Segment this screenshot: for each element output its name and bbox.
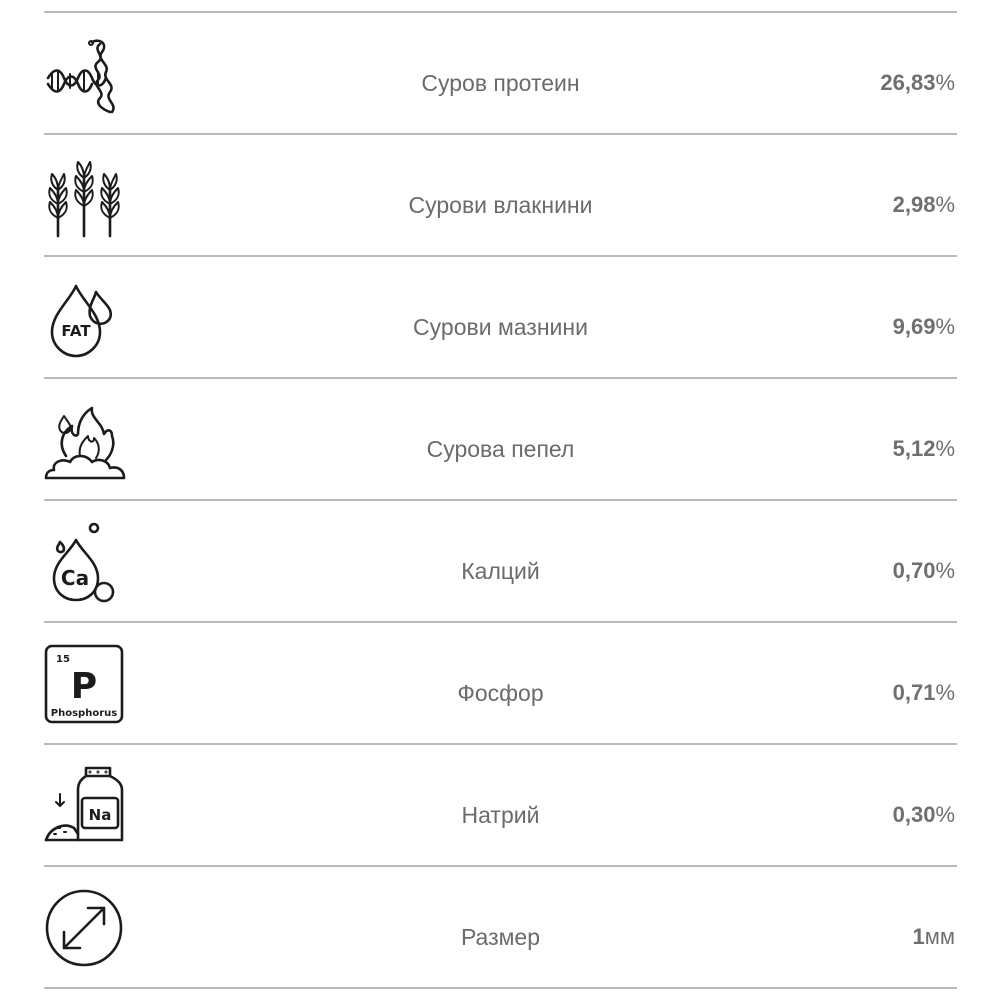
nutrient-label: Сурова пепел xyxy=(426,436,575,462)
phosphorus-number-text: 15 xyxy=(56,654,70,665)
nutrient-label: Сурови мазнини xyxy=(413,314,588,340)
nutrient-value: 9,69% xyxy=(892,314,955,339)
nutrient-label: Суров протеин xyxy=(421,70,580,96)
nutrient-label: Натрий xyxy=(461,802,540,828)
nutrition-row-ash xyxy=(44,379,957,501)
phosphorus-symbol-text: P xyxy=(70,666,98,707)
nutrient-value: 5,12% xyxy=(892,436,955,461)
ash-fire-icon xyxy=(44,400,126,482)
calcium-drop-icon xyxy=(44,522,126,604)
protein-helix-icon xyxy=(44,34,126,116)
size-arrow-icon xyxy=(44,888,126,970)
nutrition-row-fiber xyxy=(44,135,957,257)
nutrient-label: Размер xyxy=(460,924,541,950)
nutrient-value: 0,30% xyxy=(892,802,955,827)
nutrition-row-sodium xyxy=(44,745,957,867)
fat-drop-icon xyxy=(44,278,126,360)
nutrient-value: 1мм xyxy=(912,924,955,949)
fat-icon-text: FAT xyxy=(61,322,91,340)
nutrition-row-calcium xyxy=(44,501,957,623)
nutrient-label: Калций xyxy=(461,558,540,584)
phosphorus-name-text: Phosphorus xyxy=(50,708,118,719)
nutrition-row-protein xyxy=(44,13,957,135)
nutrition-row-fat xyxy=(44,257,957,379)
nutrient-value: 2,98% xyxy=(892,192,955,217)
nutrition-row-phosphorus xyxy=(44,623,957,745)
phosphorus-element-icon xyxy=(44,644,126,726)
wheat-icon xyxy=(44,156,126,238)
nutrient-value: 0,71% xyxy=(892,680,955,705)
sodium-salt-shaker-icon xyxy=(44,766,126,848)
nutrient-value: 26,83% xyxy=(880,70,955,95)
nutrient-value: 0,70% xyxy=(892,558,955,583)
calcium-icon-text: Ca xyxy=(60,566,90,590)
nutrient-label: Сурови влакнини xyxy=(408,192,593,218)
nutrient-label: Фосфор xyxy=(457,680,544,706)
nutrition-table xyxy=(44,11,957,989)
sodium-icon-text: Na xyxy=(88,806,112,824)
nutrition-row-size xyxy=(44,867,957,989)
